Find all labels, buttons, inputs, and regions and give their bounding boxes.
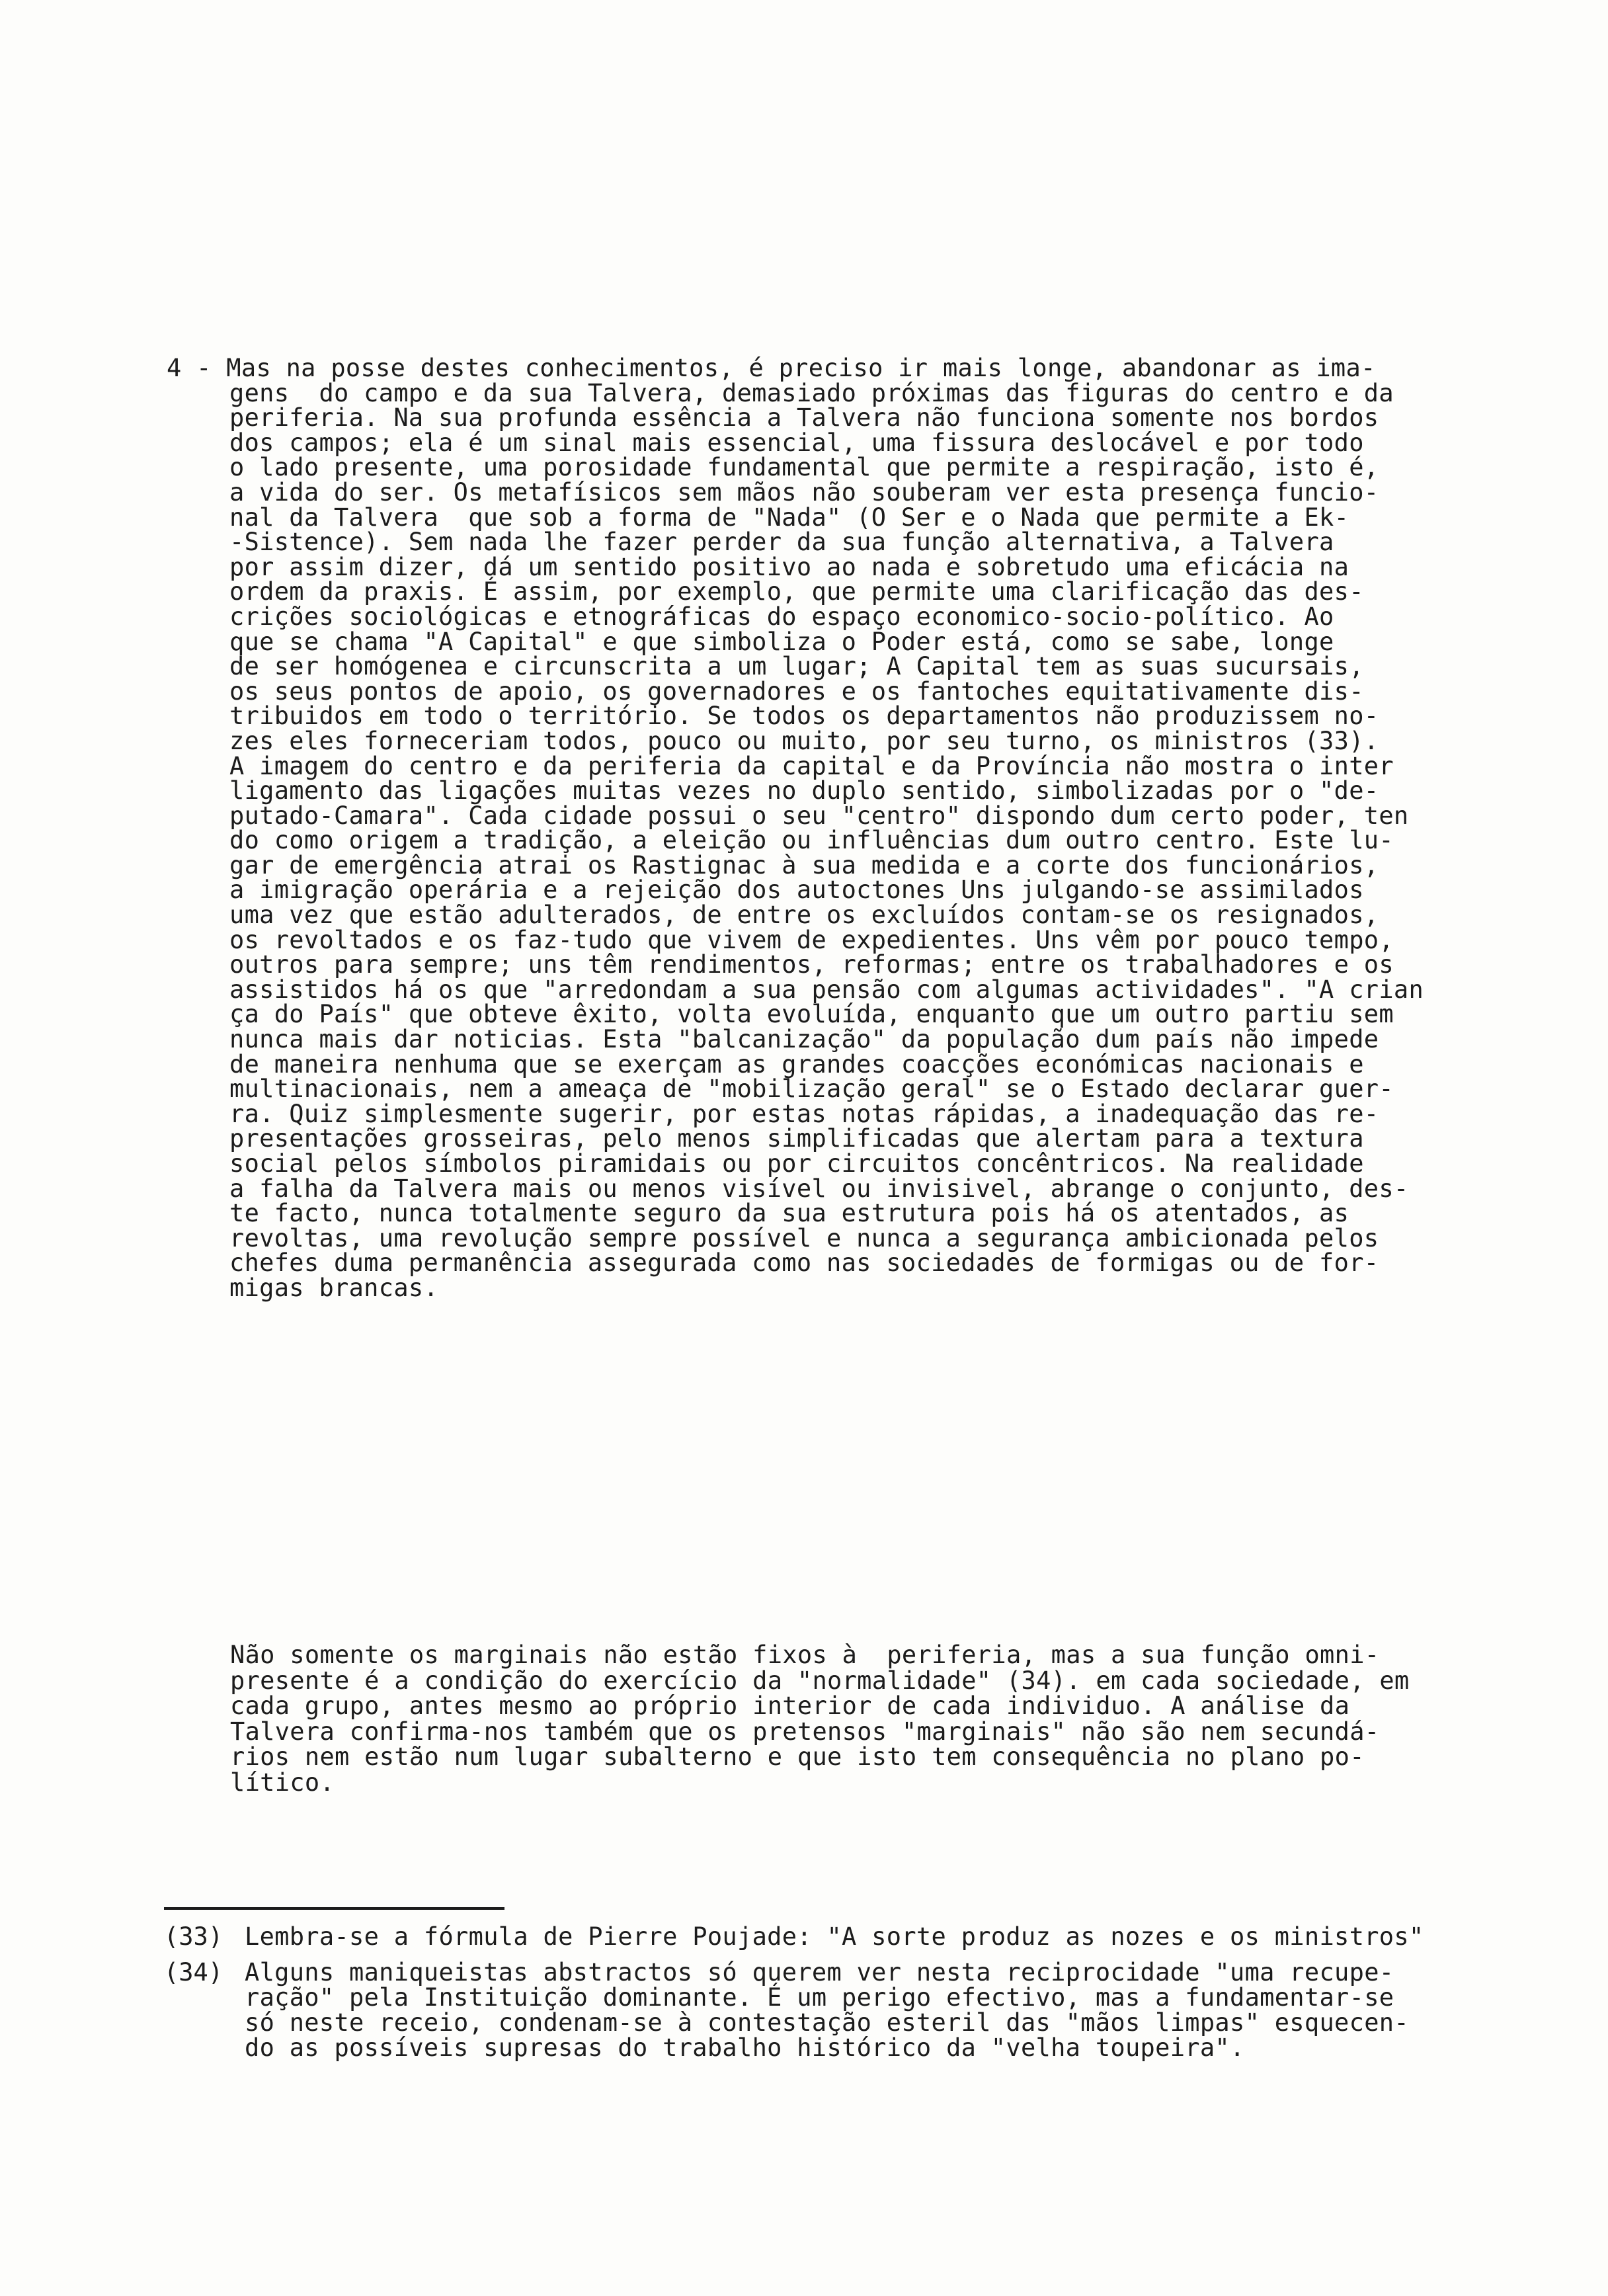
text-line: nunca mais dar noticias. Esta "balcanização" da população dum país não impede: [229, 1025, 1379, 1054]
text-line: lítico.: [230, 1768, 335, 1797]
text-line: de maneira nenhuma que se exerçam as grandes coacções económicas nacionais e: [229, 1049, 1364, 1079]
text-line: assistidos há os que "arredondam a sua pensão com algumas actividades". "A crian: [229, 975, 1424, 1004]
footnote-number: (33): [164, 1922, 223, 1951]
text-line: uma vez que estão adulterados, de entre os excluídos contam-se os resignados,: [229, 901, 1379, 930]
text-line: rios nem estão num lugar subalterno e que isto tem consequência no plano po-: [230, 1742, 1365, 1771]
text-line: ração" pela Instituição dominante. É um perigo efectivo, mas a fundamentar-se: [245, 1983, 1394, 2012]
text-line: presentações grosseiras, pelo menos simplificadas que alertam para a textura: [229, 1124, 1364, 1153]
text-line: ligamento das ligações muitas vezes no duplo sentido, simbolizadas por o "de-: [229, 776, 1379, 805]
text-line: por assim dizer, dá um sentido positivo ao nada e sobretudo uma eficácia na: [229, 552, 1349, 581]
text-line: dos campos; ela é um sinal mais essencial, uma fissura deslocável e por todo: [229, 428, 1364, 457]
text-line: social pelos símbolos piramidais ou por circuitos concêntricos. Na realidade: [229, 1149, 1364, 1178]
footnote-number: (34): [164, 1958, 223, 1987]
text-line: gens do campo e da sua Talvera, demasiado próximas das figuras do centro e da: [229, 378, 1394, 407]
text-line: -Sistence). Sem nada lhe fazer perder da sua função alternativa, a Talvera: [229, 528, 1334, 557]
text-line: a vida do ser. Os metafísicos sem mãos não souberam ver esta presença funcio-: [229, 477, 1379, 507]
footnote-separator: [164, 1907, 504, 1910]
text-line: gar de emergência atrai os Rastignac à sua medida e a corte dos funcionários,: [229, 850, 1379, 880]
text-line: tribuidos em todo o território. Se todos os departamentos não produzissem no-: [229, 702, 1379, 731]
text-line: A imagem do centro e da periferia da capital e da Província não mostra o inter: [229, 751, 1394, 780]
footnote-33: [164, 1924, 1539, 1949]
text-line: outros para sempre; uns têm rendimentos, reformas; entre os trabalhadores e os: [229, 950, 1394, 979]
text-line: 4 - Mas na posse destes conhecimentos, é preciso ir mais longe, abandonar as ima-: [167, 354, 1376, 382]
section-4-paragraph: [167, 356, 1529, 1301]
text-line: crições sociológicas e etnográficas do espaço economico-socio-político. Ao: [229, 602, 1334, 631]
text-line: que se chama "A Capital" e que simboliza o Poder está, como se sabe, longe: [229, 627, 1334, 656]
text-line: Não somente os marginais não estão fixos à periferia, mas a sua função omni-: [230, 1641, 1380, 1669]
text-line: putado-Camara". Cada cidade possui o seu "centro" dispondo dum certo poder, ten: [229, 801, 1409, 830]
text-line: os seus pontos de apoio, os governadores e os fantoches equitativamente dis-: [229, 676, 1364, 706]
text-line: do as possíveis supresas do trabalho histórico da "velha toupeira".: [245, 2033, 1245, 2062]
text-line: os revoltados e os faz-tudo que vivem de expedientes. Uns vêm por pouco tempo,: [229, 925, 1394, 954]
text-line: a falha da Talvera mais ou menos visível ou invisivel, abrange o conjunto, des-: [229, 1174, 1409, 1203]
paragraph-marginais: [230, 1643, 1533, 1795]
text-line: de ser homógenea e circunscrita a um lugar; A Capital tem as suas sucursais,: [229, 652, 1364, 681]
text-line: só neste receio, condenam-se à contestação esteril das "mãos limpas" esquecen-: [245, 2008, 1409, 2037]
text-line: presente é a condição do exercício da "normalidade" (34). em cada sociedade, em: [230, 1666, 1410, 1695]
text-line: o lado presente, uma porosidade fundamental que permite a respiração, isto é,: [229, 453, 1379, 482]
footnote-body: [245, 1924, 1424, 1949]
text-line: te facto, nunca totalmente seguro da sua estrutura pois há os atentados, as: [229, 1199, 1349, 1228]
text-line: a imigração operária e a rejeição dos autoctones Uns julgando-se assimilados: [229, 876, 1364, 905]
text-line: cada grupo, antes mesmo ao próprio interior de cada individuo. A análise da: [230, 1692, 1350, 1720]
text-line: Lembra-se a fórmula de Pierre Poujade: "A sorte produz as nozes e os ministros": [245, 1922, 1424, 1951]
text-line: multinacionais, nem a ameaça de "mobilização geral" se o Estado declarar guer-: [229, 1075, 1394, 1104]
text-line: migas brancas.: [229, 1273, 439, 1302]
text-line: periferia. Na sua profunda essência a Talvera não funciona somente nos bordos: [229, 403, 1379, 432]
text-line: chefes duma permanência assegurada como nas sociedades de formigas ou de for-: [229, 1249, 1379, 1278]
footnote-34: [164, 1960, 1539, 2061]
text-line: ça do País" que obteve êxito, volta evoluída, enquanto que um outro partiu sem: [229, 1000, 1394, 1029]
footnote-body: [245, 1960, 1409, 2061]
text-line: ra. Quiz simplesmente sugerir, por estas notas rápidas, a inadequação das re-: [229, 1099, 1379, 1128]
text-line: do como origem a tradição, a eleição ou influências dum outro centro. Este lu-: [229, 826, 1394, 855]
text-line: nal da Talvera que sob a forma de "Nada" (O Ser e o Nada que permite a Ek-: [229, 503, 1349, 532]
text-line: Alguns maniqueistas abstractos só querem ver nesta reciprocidade "uma recupe-: [245, 1958, 1394, 1987]
text-line: ordem da praxis. É assim, por exemplo, que permite uma clarificação das des-: [229, 577, 1364, 606]
text-line: revoltas, uma revolução sempre possível e nunca a segurança ambicionada pelos: [229, 1223, 1379, 1252]
text-line: zes eles forneceriam todos, pouco ou muito, por seu turno, os ministros (33).: [229, 726, 1379, 755]
footnotes: [164, 1924, 1539, 2071]
text-line: Talvera confirma-nos também que os pretensos "marginais" não são nem secundá-: [230, 1717, 1380, 1746]
